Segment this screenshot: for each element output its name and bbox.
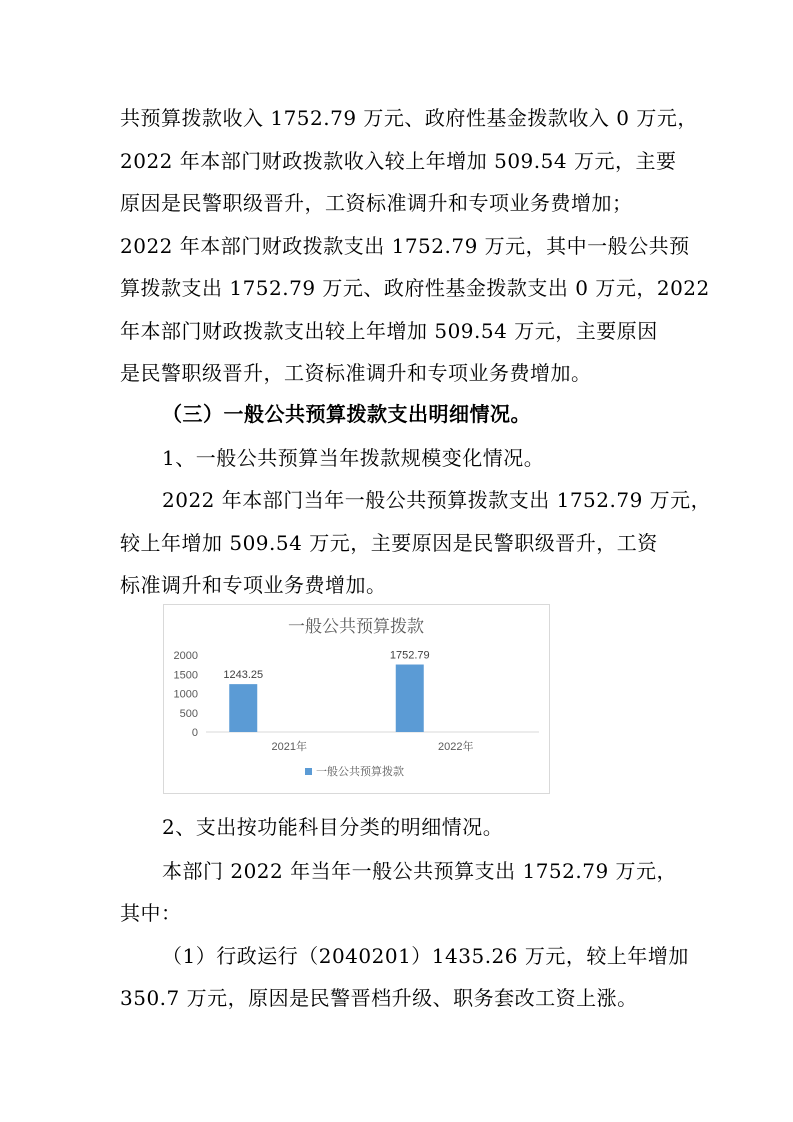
y-tick-label: 0 bbox=[191, 727, 198, 739]
chart-title: 一般公共预算拨款 bbox=[288, 617, 424, 636]
text-line: 原因是民警职级晋升，工资标准调升和专项业务费增加； bbox=[120, 191, 633, 215]
data-label: 1752.79 bbox=[389, 649, 430, 662]
bar-chart bbox=[163, 604, 550, 794]
legend-swatch bbox=[305, 768, 312, 775]
y-tick-label: 500 bbox=[179, 707, 198, 720]
bar bbox=[229, 684, 257, 732]
x-tick-label: 2022年 bbox=[438, 741, 474, 753]
text-line: 2022 年本部门财政拨款支出 1752.79 万元，其中一般公共预 bbox=[120, 234, 690, 258]
text-line: 350.7 万元，原因是民警晋档升级、职务套改工资上涨。 bbox=[120, 986, 638, 1010]
y-tick-label: 1500 bbox=[173, 669, 198, 682]
text-line: 2022 年本部门财政拨款收入较上年增加 509.54 万元，主要 bbox=[120, 149, 677, 173]
bar bbox=[396, 665, 424, 732]
text-line: 标准调升和专项业务费增加。 bbox=[120, 573, 387, 597]
data-label: 1243.25 bbox=[223, 669, 264, 682]
item1-heading: 1、一般公共预算当年拨款规模变化情况。 bbox=[162, 446, 545, 470]
y-tick-label: 1000 bbox=[173, 688, 198, 701]
section-heading: （三）一般公共预算拨款支出明细情况。 bbox=[162, 402, 531, 426]
text-line: 共预算拨款收入 1752.79 万元、政府性基金拨款收入 0 万元， bbox=[120, 106, 698, 130]
text-line: 算拨款支出 1752.79 万元、政府性基金拨款支出 0 万元，2022 bbox=[120, 276, 710, 300]
text-line: 2022 年本部门当年一般公共预算拨款支出 1752.79 万元， bbox=[162, 488, 712, 512]
x-tick-label: 2021年 bbox=[271, 741, 307, 753]
text-line: 本部门 2022 年当年一般公共预算支出 1752.79 万元， bbox=[162, 859, 678, 883]
text-line: 其中： bbox=[120, 901, 182, 925]
legend-label: 一般公共预算拨款 bbox=[316, 766, 404, 778]
text-line: 是民警职级晋升，工资标准调升和专项业务费增加。 bbox=[120, 361, 592, 385]
chart-svg bbox=[164, 605, 549, 793]
item2-heading: 2、支出按功能科目分类的明细情况。 bbox=[162, 815, 504, 839]
y-tick-label: 2000 bbox=[173, 650, 198, 662]
text-line: 年本部门财政拨款支出较上年增加 509.54 万元，主要原因 bbox=[120, 319, 658, 343]
text-line: 较上年增加 509.54 万元，主要原因是民警职级晋升，工资 bbox=[120, 531, 658, 555]
text-line: （1）行政运行（2040201）1435.26 万元，较上年增加 bbox=[162, 944, 689, 968]
